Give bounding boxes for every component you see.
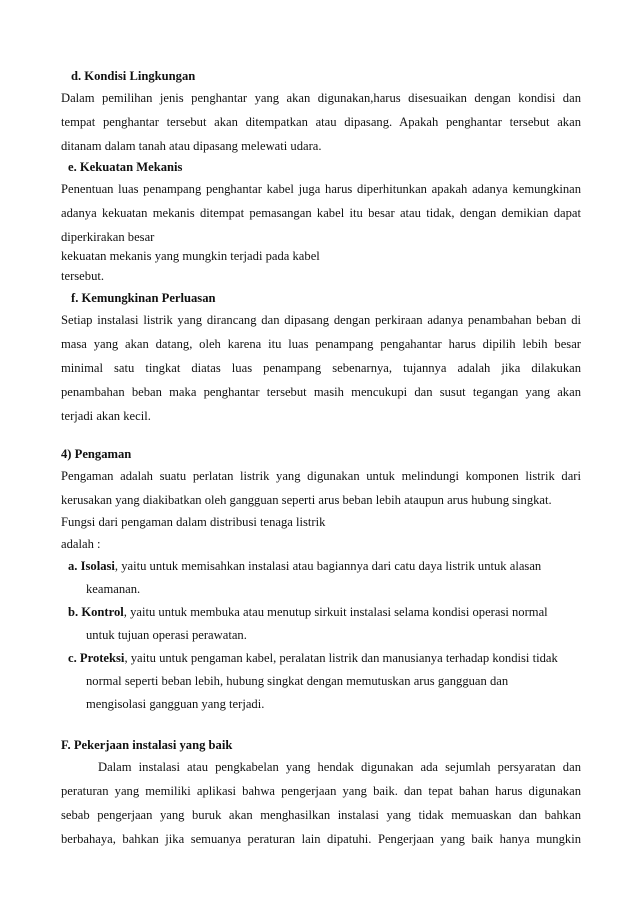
heading-pengaman: 4) Pengaman [61, 447, 132, 461]
heading-kemungkinan-perluasan: f. Kemungkinan Perluasan [71, 291, 216, 305]
list-marker: b. [68, 605, 82, 619]
paragraph-line: diperkirakan besar [61, 230, 155, 244]
paragraph-line: berbahaya, bahkan jika semuanya peraturan lain dipatuhi. Pengerjaan yang baik hanya mungkin [61, 832, 581, 846]
paragraph-line: Setiap instalasi listrik yang dirancang dan dipasang dengan perkiraan adanya penambahan beban di [61, 313, 581, 327]
paragraph-line: Dalam pemilihan jenis penghantar yang akan digunakan,harus disesuaikan dengan kondisi dan [61, 91, 581, 105]
paragraph-line: penambahan beban maka penghantar tersebut masih mencukupi dan susut tegangan yang akan [61, 385, 581, 399]
paragraph-line: kekuatan mekanis yang mungkin terjadi pada kabel [61, 249, 320, 263]
paragraph-line: minimal satu tingkat diatas luas penampang sebenarnya, tujannya adalah jika dilakukan [61, 361, 581, 375]
paragraph-line: Dalam instalasi atau pengkabelan yang hendak digunakan ada sejumlah persyaratan dan [98, 760, 581, 774]
paragraph-line: masa yang akan datang, oleh karena itu luas penampang pengahantar harus dipilih lebih besar [61, 337, 581, 351]
list-term: Isolasi [80, 559, 115, 573]
paragraph-line: tersebut. [61, 269, 105, 283]
heading-kekuatan-mekanis: e. Kekuatan Mekanis [68, 160, 183, 174]
list-marker: a. [68, 559, 81, 573]
list-term: Kontrol [81, 605, 124, 619]
paragraph-line: adanya kekuatan mekanis ditempat pemasangan kabel itu besar atau tidak, dengan demikian dapat [61, 206, 581, 220]
list-item-isolasi [68, 558, 588, 574]
paragraph-line: Penentuan luas penampang penghantar kabel juga harus diperhitunkan apakah adanya kemungkinan [61, 182, 581, 196]
paragraph-line: kerusakan yang diakibatkan oleh gangguan seperti arus beban lebih ataupun arus hubung singkat. [61, 493, 552, 507]
list-text: , yaitu untuk pengaman kabel, peralatan listrik dan manusianya terhadap kondisi tidak [124, 651, 558, 665]
heading-kondisi-lingkungan: d. Kondisi Lingkungan [71, 69, 196, 83]
paragraph-line: sebab pengerjaan yang buruk akan menghasilkan instalasi yang tidak memuaskan dan bahkan [61, 808, 581, 822]
paragraph-line: Fungsi dari pengaman dalam distribusi tenaga listrik [61, 515, 326, 529]
paragraph-line: adalah : [61, 537, 101, 551]
paragraph-line: peraturan yang memiliki aplikasi bahwa pengerjaan yang baik. dan tepat bahan harus digunakan [61, 784, 581, 798]
list-item-proteksi [68, 650, 588, 666]
list-item-continuation: untuk tujuan operasi perawatan. [86, 628, 247, 642]
list-item-continuation: keamanan. [86, 582, 141, 596]
paragraph-line: ditanam dalam tanah atau dipasang melewati udara. [61, 139, 322, 153]
list-text: , yaitu untuk memisahkan instalasi atau bagiannya dari catu daya listrik untuk alasan [114, 559, 542, 573]
list-item-continuation: normal seperti beban lebih, hubung singkat dengan memutuskan arus gangguan dan [86, 674, 509, 688]
list-term: Proteksi [79, 651, 125, 665]
paragraph-line: terjadi akan kecil. [61, 409, 151, 423]
list-marker: c. [68, 651, 80, 665]
list-text: , yaitu untuk membuka atau menutup sirkuit instalasi selama kondisi operasi normal [123, 605, 548, 619]
heading-pekerjaan-instalasi: F. Pekerjaan instalasi yang baik [61, 738, 233, 752]
list-item-continuation: mengisolasi gangguan yang terjadi. [86, 697, 265, 711]
paragraph-line: Pengaman adalah suatu perlatan listrik yang digunakan untuk melindungi komponen listrik dari [61, 469, 581, 483]
list-item-kontrol [68, 604, 588, 620]
paragraph-line: tempat penghantar tersebut akan ditempatkan atau dipasang. Apakah penghantar tersebut akan [61, 115, 581, 129]
